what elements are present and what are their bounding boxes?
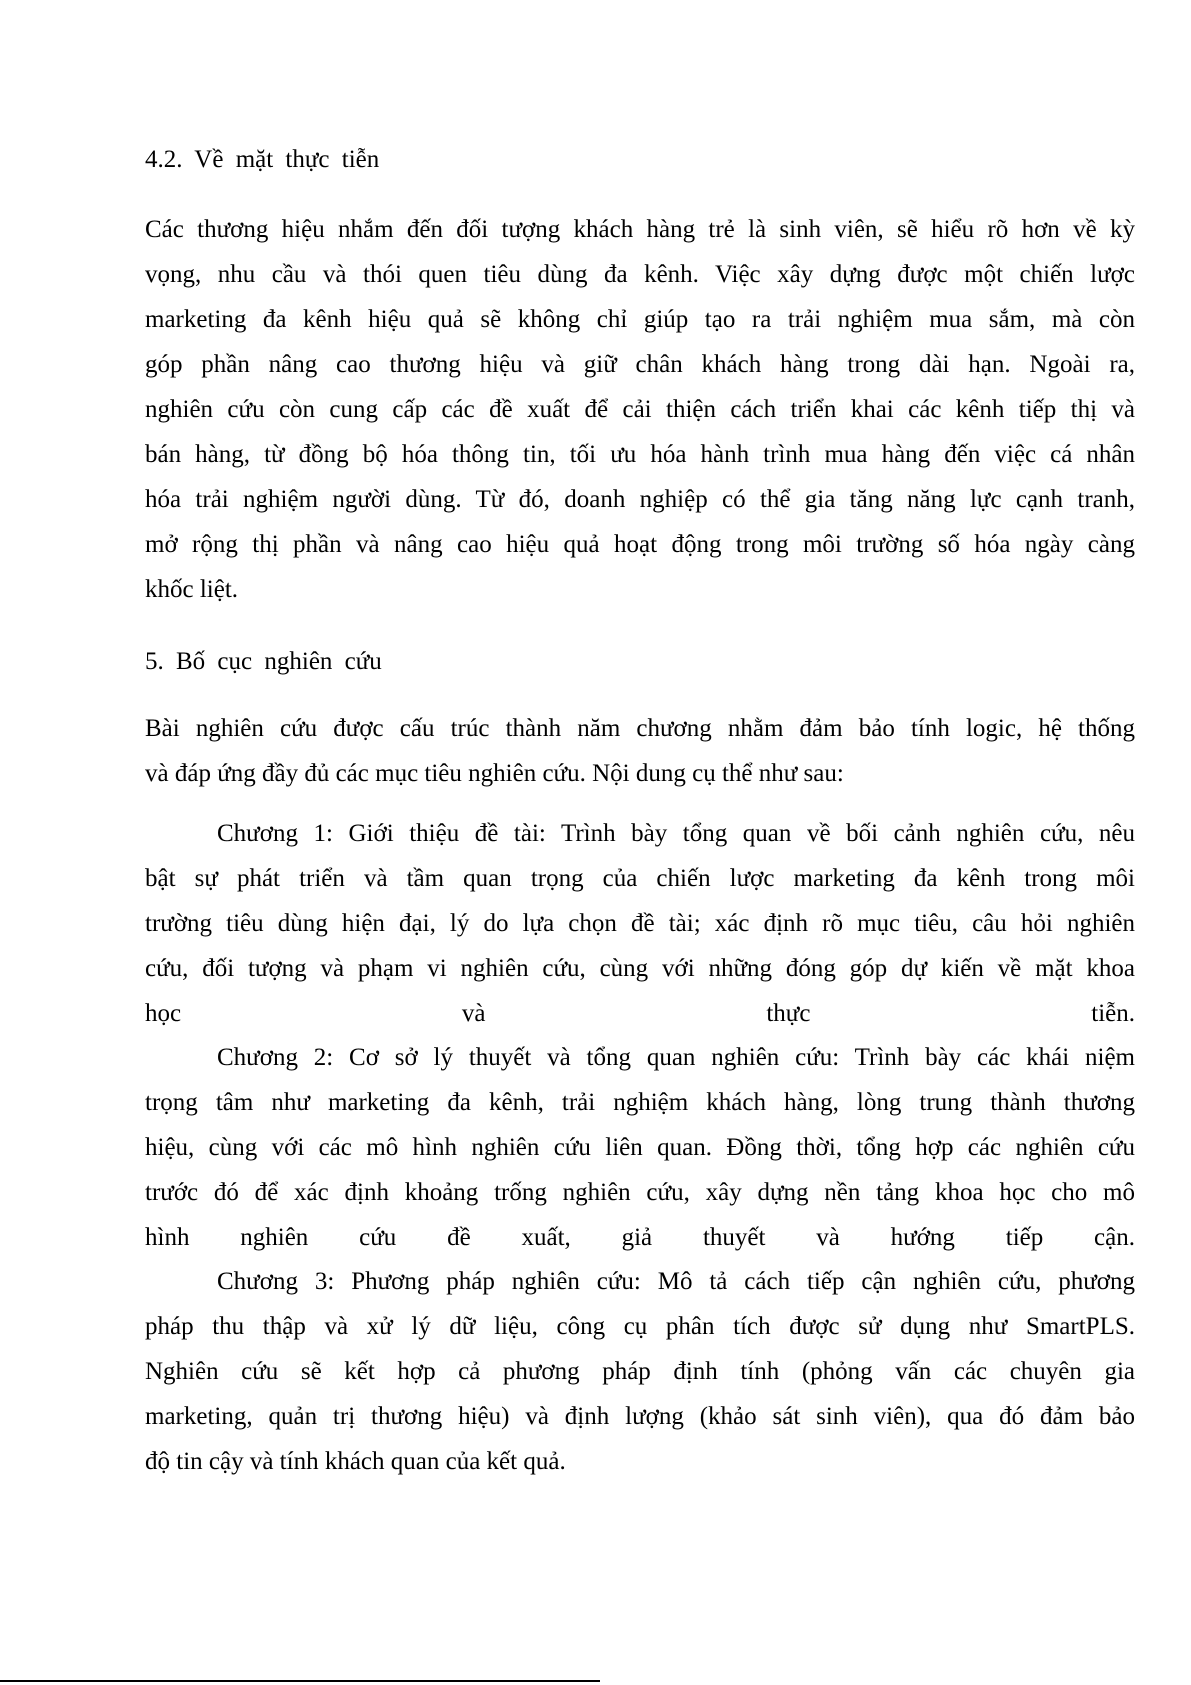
paragraph-line: góp phần nâng cao thương hiệu và giữ chân khách hàng trong dài hạn. Ngoài ra, [145,351,1135,378]
chapter-2-paragraph [145,1035,1135,1260]
section-5-intro-paragraph [145,706,1135,796]
paragraph-line: nghiên cứu còn cung cấp các đề xuất để cải thiện cách triển khai các kênh tiếp thị và [145,396,1135,423]
paragraph-line: khốc liệt. [145,576,239,603]
section-5-heading: 5. Bố cục nghiên cứu [145,648,382,675]
paragraph-line: Chương 3: Phương pháp nghiên cứu: Mô tả cách tiếp cận nghiên cứu, phương [217,1268,1135,1295]
paragraph-line: Bài nghiên cứu được cấu trúc thành năm chương nhằm đảm bảo tính logic, hệ thống [145,715,1135,742]
paragraph-line: mở rộng thị phần và nâng cao hiệu quả hoạt động trong môi trường số hóa ngày càng [145,531,1135,558]
chapter-3-paragraph [145,1259,1135,1484]
section-4-2-paragraph [145,207,1135,612]
paragraph-line: hình nghiên cứu đề xuất, giả thuyết và hướng tiếp cận. [145,1224,1135,1251]
paragraph-line: Chương 1: Giới thiệu đề tài: Trình bày tổng quan về bối cảnh nghiên cứu, nêu [217,820,1135,847]
paragraph-line: bán hàng, từ đồng bộ hóa thông tin, tối ưu hóa hành trình mua hàng đến việc cá nhân [145,441,1135,468]
paragraph-line: cứu, đối tượng và phạm vi nghiên cứu, cùng với những đóng góp dự kiến về mặt khoa [145,955,1135,982]
section-4-2-heading: 4.2. Về mặt thực tiễn [145,146,380,173]
paragraph-line: độ tin cậy và tính khách quan của kết quả. [145,1448,566,1475]
paragraph-line: marketing, quản trị thương hiệu) và định lượng (khảo sát sinh viên), qua đó đảm bảo [145,1403,1135,1430]
paragraph-line: trường tiêu dùng hiện đại, lý do lựa chọn đề tài; xác định rõ mục tiêu, câu hỏi nghiên [145,910,1135,937]
paragraph-line: hóa trải nghiệm người dùng. Từ đó, doanh nghiệp có thể gia tăng năng lực cạnh tranh, [145,486,1135,513]
paragraph-line: bật sự phát triển và tầm quan trọng của chiến lược marketing đa kênh trong môi [145,865,1135,892]
paragraph-line: và đáp ứng đầy đủ các mục tiêu nghiên cứu. Nội dung cụ thể như sau: [145,760,844,787]
paragraph-line: Các thương hiệu nhắm đến đối tượng khách hàng trẻ là sinh viên, sẽ hiểu rõ hơn về kỳ [145,216,1135,243]
paragraph-line: trước đó để xác định khoảng trống nghiên cứu, xây dựng nền tảng khoa học cho mô [145,1179,1135,1206]
paragraph-line: trọng tâm như marketing đa kênh, trải nghiệm khách hàng, lòng trung thành thương [145,1089,1135,1116]
paragraph-line: Nghiên cứu sẽ kết hợp cả phương pháp định tính (phỏng vấn các chuyên gia [145,1358,1135,1385]
page-bottom-rule [0,1680,600,1682]
paragraph-line: marketing đa kênh hiệu quả sẽ không chỉ giúp tạo ra trải nghiệm mua sắm, mà còn [145,306,1135,333]
paragraph-line: vọng, nhu cầu và thói quen tiêu dùng đa kênh. Việc xây dựng được một chiến lược [145,261,1135,288]
paragraph-line: hiệu, cùng với các mô hình nghiên cứu liên quan. Đồng thời, tổng hợp các nghiên cứu [145,1134,1135,1161]
chapter-1-paragraph [145,811,1135,1036]
paragraph-line: học và thực tiễn. [145,1000,1135,1027]
paragraph-line: Chương 2: Cơ sở lý thuyết và tổng quan nghiên cứu: Trình bày các khái niệm [217,1044,1135,1071]
paragraph-line: pháp thu thập và xử lý dữ liệu, công cụ phân tích được sử dụng như SmartPLS. [145,1313,1135,1340]
